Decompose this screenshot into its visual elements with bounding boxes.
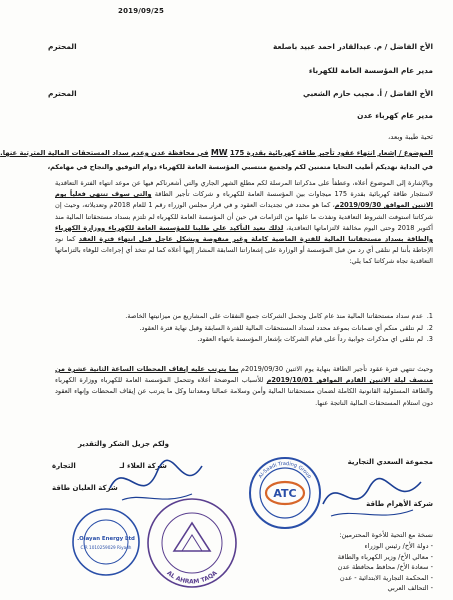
body-p1-c: ، كما هو محدد في تجديدات العقود و في قرار مجلس الوزراء رقم 1 للعام 2018م وتعديلاته، وحيث إن شركاتنا استوفت الشروط التعاقدية ونفذت ما عليها من التزامات في حين أن المؤسسة العامة للكهرباء لم تلتزم بسداد مستحقاتنا المالية منذ أكتوبر 2018 وحتى اليوم مخالفة لالتزاماتها التعاقدية، [55, 201, 434, 232]
intro-paragraph: في البداية نهديكم أطيب التحايا متمنين لكم ولجميع منتسبي المؤسسة العامة للكهرباء دوام التوفيق والنجاح في مهامكم، [47, 163, 433, 171]
demand-text: عدم سداد مستحقاتنا المالية منذ عام كامل وتحمل الشركات جميع النفقات على المشاريع من ميزانيتها الخاصة. [125, 312, 423, 320]
demand-number: 2. [426, 323, 433, 332]
demand-item [51, 323, 433, 335]
subject-suffix: في محافظة عدن وعدم سداد المستحقات المالية المترتبة عنها. [0, 149, 209, 157]
signature-stroke [110, 460, 202, 488]
body-p2-shutdown: بما يترتب عليه إيقاف المحطات الساعة الثانية عشرة من منتصف ليلة الاثنين القادم الموافق 2019/10/01م [55, 365, 433, 385]
body-paragraph-1 [55, 178, 433, 306]
closing-line: ولكم جزيل الشكر والتقدير [78, 440, 170, 448]
body-p1-end-date: والتي سوف تنتهي فعلياً يوم الاثنين الموافق 2019/09/30م [55, 190, 433, 210]
demand-text: لم نتلقى منكم أي ضمانات بموعد محدد لسداد المستحقات المالية للفترة السابقة وقبل نهاية فترة العقود. [139, 323, 423, 332]
body-p1-demand: لذلك نعيد التأكيد على طلبنا للمؤسسة العامة للكهرباء ووزارة الكهرباء والطاقة بسداد مستحقاتنا المالية للفترة الماضية كاملة وغير منقوصة وبشكل عاجل قبل انتهاء فترة العقد [55, 223, 433, 244]
stamp-olayan-name: Olayan Energy Ltd. [77, 536, 135, 542]
pyramid-inner-icon [182, 535, 202, 551]
recipient-1-line: الأخ الفاضل / م. عبدالقادر احمد عبيد باصلعة [272, 42, 433, 51]
body-p2-a: وحيث تنتهي فترة عقود تأجير الطاقة بنهاية يوم الاثنين 2019/09/30م [240, 365, 433, 373]
recipient-2-title: مدير عام كهرباء عدن [357, 111, 433, 120]
recipient-2-line: الأخ الفاضل / أ. مجيب حازم الشعبي [303, 89, 433, 98]
signatory-olayan: شركة العليان طاقة [52, 484, 118, 492]
cc-recipient: - دولة الأخ/ رئيس الوزراء [338, 541, 433, 552]
signature-stroke [122, 494, 192, 500]
signatory-alahram: شركة الأهرام طاقة [366, 500, 433, 508]
signatory-alalaa: شركة العلاء لـ التجارة [52, 462, 167, 470]
subject-unit: MW [210, 148, 228, 157]
greeting: تحية طيبة وبعد، [388, 133, 433, 141]
stamp-outer-ring [73, 509, 139, 575]
body-p2-c: للأسباب الموضحة أعلاه وتتحمل المؤسسة العامة للكهرباء ووزارة الكهرباء والطاقة المسئولية القانونية الكاملة لضمان مستحقاتنا المالية وأمن وسلامة عمالنا ومعداتنا وكل ما يترتب عن إيقاف المحطات وإنهاء العقود دون استلام المستحقات المالية الناتجة عنها. [55, 376, 433, 407]
cc-recipient: - معالي الأخ/ وزير الكهرباء والطاقة [338, 552, 433, 563]
body-paragraph-2 [55, 364, 433, 436]
subject-line [0, 148, 433, 157]
signature-stroke [323, 479, 421, 504]
body-p1-e: كما نود الإحاطة بأننا لم نتلقى أي رد من قبل المؤسسة أو الوزارة على إشعاراتنا السابقة المشار إليها أعلاه كما لم تتخذ أي إجراءات للوفاء بالتزاماتها التعاقدية تجاه شركاتنا كما يلي: [55, 235, 433, 266]
cc-list [338, 541, 433, 594]
stamp-atc-ring-text: Al-Saadi Trading Group [257, 460, 313, 480]
cc-recipient: - التحالف العربي [338, 583, 433, 594]
letter-date: 2019/09/25 [118, 7, 165, 15]
stamp-alahram-ring-text: AL AHRAM TAQA [165, 569, 219, 586]
cc-title: نسخة مع التحية للأخوة المحترمين: [339, 531, 433, 539]
handwritten-signature-right [317, 468, 427, 528]
recipient-1-title: مدير عام المؤسسة العامة للكهرباء [308, 66, 433, 75]
recipient-1-honorific: المحترم [48, 42, 77, 51]
recipient-2-honorific: المحترم [48, 89, 77, 98]
demand-number: 3. [426, 335, 433, 344]
demand-number: 1. [426, 312, 433, 320]
pyramid-icon [174, 523, 210, 551]
stamp-olayan-line: C.R 1010259029 Riyadh [80, 545, 132, 550]
body-p1-a: وبالإشارة إلى الموضوع أعلاه، وعطفاً على مذكراتنا المرسلة لكم مطلع الشهر الجاري والتي أشعرناكم فيها عن موعد انتهاء الفترة التعاقدية لاستئجار طاقة كهربائية بقدرة 175 ميجاوات بين المؤسسة العامة للكهرباء و شركات تأجير الطاقة [55, 179, 433, 199]
signature-stroke [331, 510, 413, 516]
stamp-inner-ring [84, 520, 128, 564]
demand-item [51, 311, 433, 323]
handwritten-signature-left [102, 448, 212, 518]
stamp-atc-text: ATC [273, 487, 297, 500]
cc-recipient: - المحكمة التجارية الابتدائية - عدن [338, 573, 433, 584]
demands-list [51, 311, 433, 346]
demand-item [51, 334, 433, 346]
atc-company-stamp [247, 455, 323, 531]
demand-text: لم نتلقى اي مذكرات جوابية رداً على قيام الشركات بإشعار المؤسسة بانتهاء العقود. [197, 335, 423, 344]
cc-recipient: - سعادة الأخ/ محافظ محافظة عدن [338, 562, 433, 573]
signatory-saadi-group: مجموعة السعدي التجارية [347, 458, 433, 466]
subject-prefix: الموضوع / إشعار انتهاء عقود تأجير طاقة كهربائية بقدرة 175 [230, 149, 433, 157]
